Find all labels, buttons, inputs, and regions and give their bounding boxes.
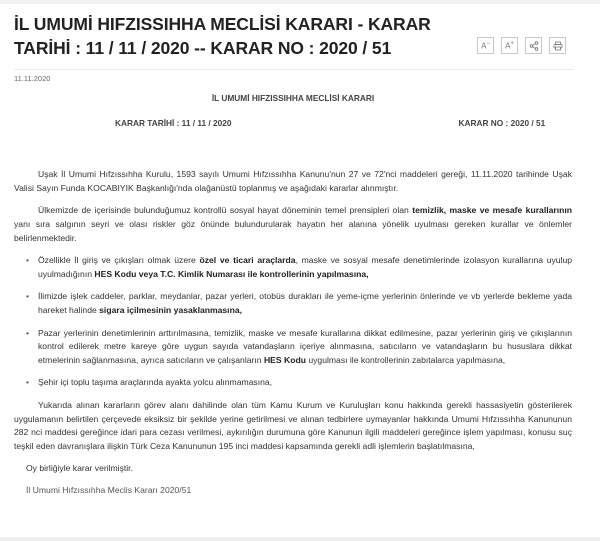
print-icon	[553, 41, 563, 51]
page-title: İL UMUMİ HIFZISSIHHA MECLİSİ KARARI - KARAR TARİHİ : 11 / 11 / 2020 -- KARAR NO : 2020 / 51	[14, 14, 431, 58]
print-button[interactable]	[549, 37, 566, 54]
list-item: • Özellikle İl giriş ve çıkışları olmak üzere özel ve ticari araçlarda, maske ve sosyal mesafe denetimlerinde izolasyon kurallarına uyulup uyulmadığının HES Kodu veya T.C. Kimlik Numarası ile kontrollerinin yapılmasına,	[38, 254, 572, 281]
principles-paragraph: Ülkemizde de içerisinde bulunduğumuz kontrollü sosyal hayat döneminin temel prensipleri olan temizlik, maske ve mesafe kurallarının yanı sıra salgının seyri ve olası riskler göz önünde bulundurularak hayatın her alanına yönelik uyulması gereken kurallar ve önlemler belirlenmektedir.	[14, 205, 573, 243]
enforcement-paragraph: Yukarıda alınan kararların görev alanı dahilinde olan tüm Kamu Kurum ve Kuruluşları konu hakkında gerekli hassasiyetin gösterilerek uygulamanın belirtilen çerçevede eksiksiz bir şekilde yerine getirilmesi ve alınan tedbirlere uymayanlar hakkında Umumi Hıfzıssıhha Kanununun 282 nci maddesi gereğince idari para cezası verilmesi, aykırılığın durumuna göre Kanunun ilgili maddeleri gereğince işlem yapılması, konusu suç teşkil eden davranışlara ilişkin Türk Ceza Kanununun 195 inci maddesi kapsamında gerekli adli işlemlerin başlatılmasına,	[14, 399, 572, 451]
decision-date: KARAR TARİHİ : 11 / 11 / 2020	[115, 117, 232, 128]
decision-meta	[14, 117, 572, 131]
header-divider	[14, 69, 574, 70]
share-button[interactable]	[525, 37, 542, 54]
list-item: • Pazar yerlerinin denetimlerinin arttırılmasına, temizlik, maske ve mesafe kurallarına dikkat edilmesine, pazar yerlerinin giriş ve çıkışlarının kontrol edilerek metre kareye göre uygun sayıda vatandaşların içeriye alınmasına, satıcıların ve vatandaşların bu hususlara dikkat etmelerinin sağlanmasına, ayrıca satıcıların ve çalışanların HES Kodu uygulması ile kontrollerinin zabıtalarca yapılmasına,	[38, 327, 572, 368]
document-body	[14, 84, 572, 497]
article-toolbar	[477, 37, 566, 54]
publish-date: 11.11.2020	[14, 74, 51, 83]
font-increase-button[interactable]	[501, 37, 518, 54]
font-decrease-button[interactable]	[477, 37, 494, 54]
decision-list	[14, 254, 572, 390]
intro-paragraph: Uşak İl Umumi Hıfzıssıhha Kurulu, 1593 sayılı Umumi Hıfzıssıhha Kanunu'nun 27 ve 72'nci maddeleri gereği, 11.11.2020 tarihinde Uşak Valisi Sayın Funda KOCABIYIK Başkanlığı'nda olağanüstü toplanmış ve aşağıdaki kararlar alınmıştır.	[14, 169, 572, 193]
font-decrease-icon: A−	[481, 40, 490, 51]
top-strip	[0, 0, 600, 4]
bottom-strip	[0, 537, 600, 541]
document-heading: İL UMUMİ HIFZISSIHHA MECLİSİ KARARI	[211, 93, 375, 103]
list-item: • Şehir içi toplu taşıma araçlarında ayakta yolcu alınmamasına,	[38, 376, 572, 390]
signature-line: İl Umumi Hıfzıssıhha Meclis Kararı 2020/51	[26, 484, 192, 495]
list-item: • İlimizde işlek caddeler, parklar, meydanlar, pazar yerleri, otobüs durakları ile yeme-içme yerlerinin önlerinde ve vb yerlerde bekleme yada hareket halinde sigara içilmesinin yasaklanmasına,	[38, 290, 572, 317]
font-increase-icon: A+	[505, 40, 514, 51]
decision-number: KARAR NO : 2020 / 51	[458, 117, 546, 128]
share-icon	[529, 41, 539, 51]
unanimous-statement: Oy birliğiyle karar verilmiştir.	[26, 463, 133, 474]
